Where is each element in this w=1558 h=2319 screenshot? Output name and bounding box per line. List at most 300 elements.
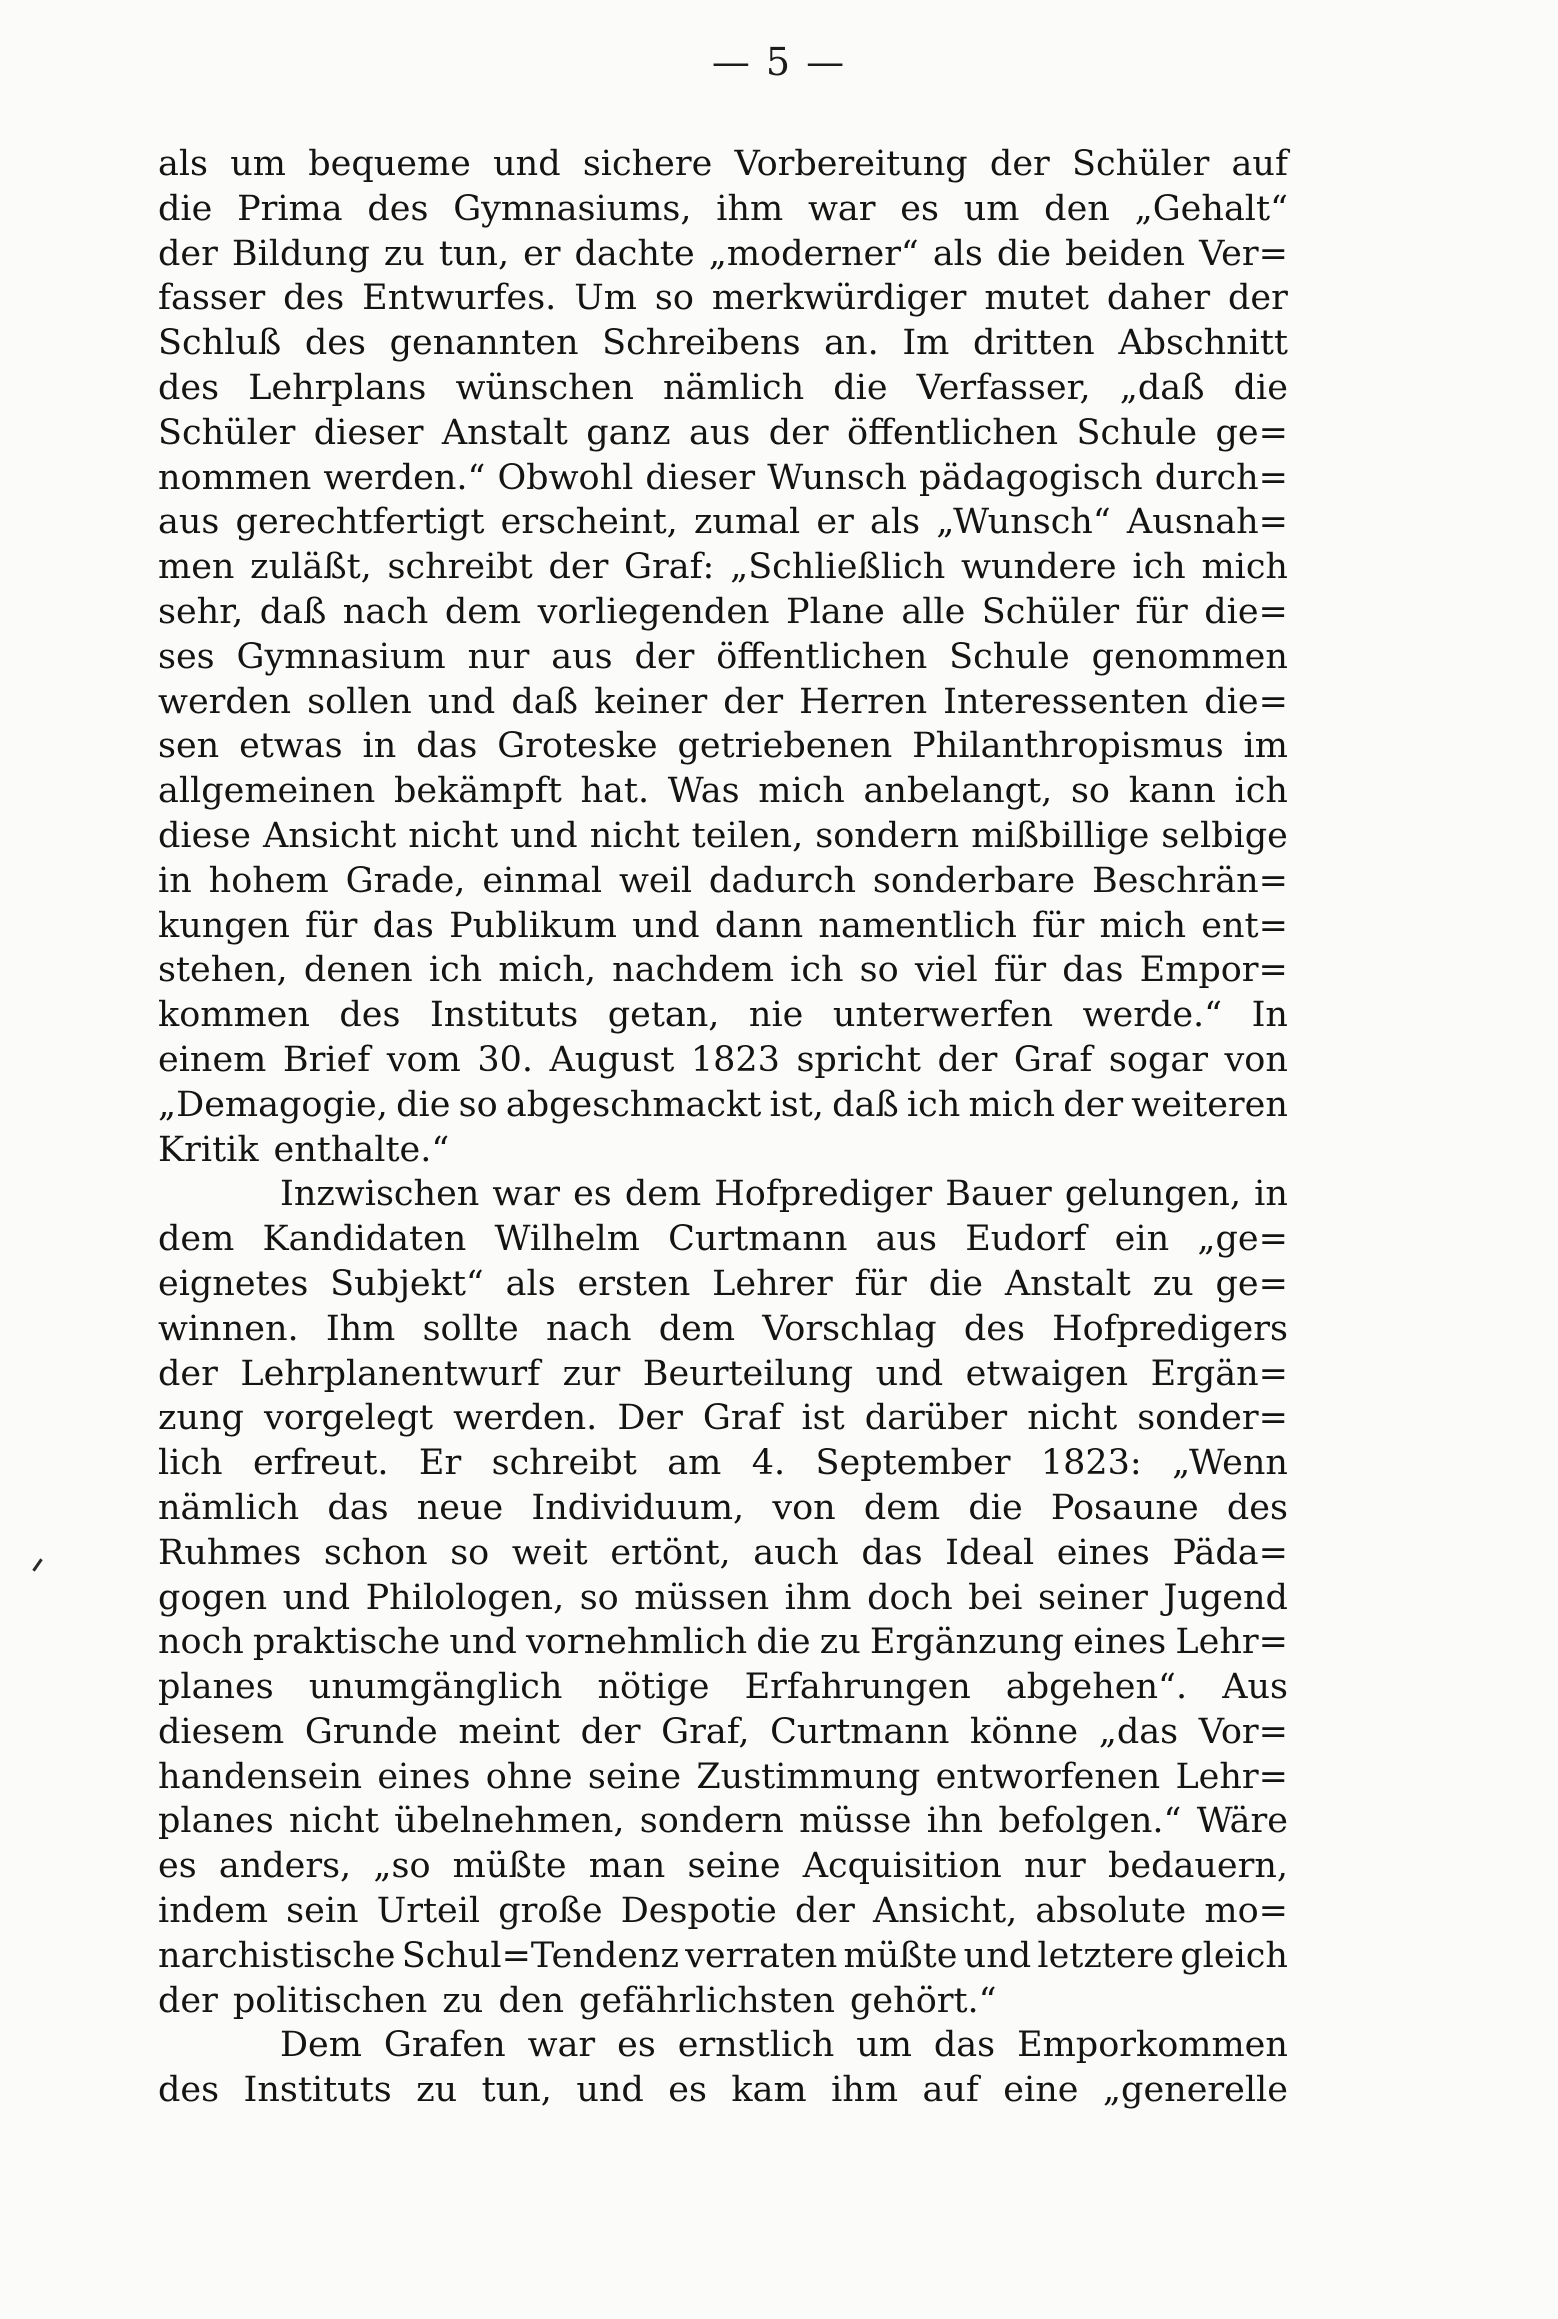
word: absolute (1035, 1891, 1187, 1932)
word: ihm (784, 1577, 852, 1618)
text-line (158, 321, 1288, 366)
word: das (327, 1487, 389, 1528)
word: in (1254, 1174, 1288, 1215)
word: sen (158, 726, 220, 767)
word: diesem (158, 1711, 285, 1752)
word: daher (1106, 278, 1211, 319)
word: nämlich (158, 1487, 300, 1528)
word: aus (551, 636, 613, 677)
word: Der (617, 1398, 683, 1439)
word: seine (687, 1846, 781, 1887)
word: Grade, (345, 860, 466, 901)
text-line (158, 1396, 1288, 1441)
word: Schule (949, 636, 1070, 677)
word: nicht (289, 1801, 379, 1842)
word: dachte (574, 233, 695, 274)
word: einmal (482, 860, 603, 901)
word: ich (790, 950, 844, 991)
word: abgeschmackt (505, 1084, 762, 1125)
word: mich (1099, 905, 1187, 946)
word: weil (618, 860, 693, 901)
word: „Gehalt“ (1134, 188, 1288, 229)
word: mich, (498, 950, 597, 991)
word: Erfahrungen (744, 1667, 971, 1708)
word: schreibt (491, 1443, 637, 1484)
word: aus (875, 1219, 937, 1260)
word: handensein (158, 1756, 363, 1797)
word: nach (545, 1308, 632, 1349)
word: daß (259, 591, 327, 632)
word: doch (867, 1577, 953, 1618)
word: Emporkommen (1017, 2025, 1288, 2066)
word: verraten (685, 1935, 838, 1976)
word: als (932, 233, 983, 274)
text-line (158, 1889, 1288, 1934)
text-line (158, 366, 1288, 411)
text-line (158, 1531, 1288, 1576)
word: 1823: (1040, 1443, 1142, 1484)
word: praktische (252, 1622, 441, 1663)
word: eignetes (158, 1263, 309, 1304)
word: kann (1128, 771, 1216, 812)
word: Zustimmung (696, 1756, 921, 1797)
word: Graf (702, 1398, 782, 1439)
word: seine (587, 1756, 682, 1797)
word: zuläßt, (250, 547, 372, 588)
word: „generelle (1102, 2070, 1288, 2111)
word: von (772, 1487, 836, 1528)
word: bequeme (308, 144, 471, 184)
word: für (1032, 905, 1085, 946)
word: kommen (158, 995, 310, 1036)
word: für (1135, 591, 1188, 632)
word: weiteren (1131, 1084, 1288, 1125)
word: des (1226, 1487, 1288, 1528)
word: sollte (422, 1308, 519, 1349)
word: der (1063, 1084, 1124, 1125)
word: werden (158, 681, 292, 722)
word: Plane (786, 591, 885, 632)
word: gehört.“ (850, 1980, 997, 2021)
word: ist, (769, 1084, 824, 1125)
word: müßte (843, 1935, 958, 1976)
text-line (158, 904, 1288, 949)
word: neue (416, 1487, 504, 1528)
word: spricht (796, 1039, 921, 1080)
word: sein (286, 1891, 359, 1932)
word: und (510, 815, 578, 856)
word: das (933, 2025, 996, 2066)
word: die (996, 233, 1052, 274)
word: Lehrplans (248, 367, 427, 408)
word: dieser (645, 457, 756, 498)
word: anbelangt, (863, 771, 1053, 812)
word: etwaigen (965, 1353, 1129, 1394)
word: werden. (453, 1398, 598, 1439)
word: seiner (1037, 1577, 1148, 1618)
word: Grunde (304, 1711, 438, 1752)
word: war (527, 2025, 596, 2066)
word: selbige (1161, 815, 1288, 856)
word: als (870, 502, 921, 543)
word: Wäre (1196, 1801, 1288, 1842)
word: auch (753, 1532, 839, 1573)
word: indem (158, 1891, 269, 1932)
word: so (458, 1084, 498, 1125)
text-line (158, 993, 1288, 1038)
word: zu (1152, 1263, 1194, 1304)
word: müsse (799, 1801, 912, 1842)
word: zu (819, 1622, 861, 1663)
word: des (339, 995, 401, 1036)
word: ich (906, 1084, 961, 1125)
word: die= (1204, 591, 1288, 632)
word: Schule (1076, 412, 1198, 453)
word: auf (1231, 144, 1288, 184)
word: so (1070, 771, 1110, 812)
word: Vorbereitung (734, 144, 968, 184)
word: Curtmann (668, 1219, 848, 1260)
word: Schreibens (602, 323, 801, 364)
word: getriebenen (677, 726, 893, 767)
word: den (498, 1980, 564, 2021)
word: Päda= (1172, 1532, 1288, 1573)
text-line (158, 1486, 1288, 1531)
word: sichere (582, 144, 713, 184)
word: 1823 (690, 1039, 780, 1080)
word: ent= (1201, 905, 1288, 946)
word: zu (383, 233, 425, 274)
word: von (1224, 1039, 1288, 1080)
word: und (576, 2070, 644, 2111)
word: nach (342, 591, 429, 632)
word: der (937, 1039, 998, 1080)
word: der (795, 1891, 855, 1932)
word: gleich (1180, 1935, 1288, 1976)
word: Prima (237, 188, 343, 229)
word: nachdem (612, 950, 775, 991)
text-line (158, 1352, 1288, 1397)
word: die (158, 188, 213, 229)
word: die (756, 1622, 811, 1663)
word: dieser (313, 412, 424, 453)
word: um (856, 2025, 912, 2066)
word: genannten (389, 323, 579, 364)
word: und (493, 144, 561, 184)
word: tun, (481, 2070, 552, 2111)
word: vorliegenden (537, 591, 770, 632)
word: sondern (639, 1801, 784, 1842)
word: dem (624, 1174, 702, 1215)
word: In (1251, 995, 1288, 1036)
word: hohem (208, 860, 329, 901)
word: mo= (1204, 1891, 1288, 1932)
word: Empor= (1139, 950, 1288, 991)
text-line (158, 1979, 1288, 2024)
text-line (158, 1128, 1288, 1173)
word: Hofprediger (714, 1174, 933, 1215)
word: so (859, 950, 899, 991)
word: könne (970, 1711, 1079, 1752)
word: Brief (282, 1039, 371, 1080)
word: für (305, 905, 358, 946)
word: allgemeinen (158, 771, 376, 812)
word: der (1228, 278, 1288, 319)
word: in (362, 726, 397, 767)
word: „Wunsch“ (936, 502, 1111, 543)
word: dritten (972, 323, 1095, 364)
word: aus (688, 412, 751, 453)
word: Graf (1013, 1039, 1093, 1080)
word: große (498, 1891, 603, 1932)
word: zu (416, 2070, 458, 2111)
word: nicht (589, 815, 680, 856)
word: Anstalt (1004, 1263, 1131, 1304)
word: durch= (1154, 457, 1288, 498)
word: Obwohl (497, 457, 634, 498)
word: August (549, 1039, 675, 1080)
word: ge= (1215, 412, 1288, 453)
word: des (158, 2070, 220, 2111)
word: es (617, 2025, 656, 2066)
word: Ruhmes (158, 1532, 302, 1573)
word: und (449, 1622, 517, 1663)
word: öffentlichen (847, 412, 1059, 453)
text-line (158, 232, 1288, 277)
word: planes (158, 1801, 274, 1842)
word: nämlich (662, 367, 805, 408)
word: ertönt, (610, 1532, 731, 1573)
word: keiner (594, 681, 708, 722)
word: Philologen, (365, 1577, 565, 1618)
word: alle (901, 591, 966, 632)
word: gelungen, (1064, 1174, 1242, 1215)
word: „Wenn (1172, 1443, 1288, 1484)
word: Curtmann (770, 1711, 950, 1752)
word: sehr, (158, 591, 244, 632)
word: es (668, 2070, 707, 2111)
word: ich (428, 950, 483, 991)
text-line (158, 1620, 1288, 1665)
word: so (579, 1577, 619, 1618)
word: die (1233, 367, 1288, 408)
word: das (372, 905, 434, 946)
word: viel (914, 950, 978, 991)
word: der (989, 144, 1050, 184)
word: ihm (831, 2070, 899, 2111)
word: werden.“ (323, 457, 486, 498)
word: übelnehmen, (394, 1801, 625, 1842)
word: mich (758, 771, 845, 812)
word: die (968, 1487, 1023, 1528)
word: Vor= (1198, 1711, 1288, 1752)
word: Posaune (1050, 1487, 1199, 1528)
word: „Demagogie, (158, 1084, 388, 1125)
word: nötige (597, 1667, 710, 1708)
word: politischen (232, 1980, 428, 2021)
text-line (158, 187, 1288, 232)
word: nie (748, 995, 804, 1036)
word: des (963, 1308, 1025, 1349)
word: des (158, 367, 220, 408)
word: ernstlich (677, 2025, 835, 2066)
word: etwas (239, 726, 343, 767)
word: lich (158, 1443, 223, 1484)
word: Ergän= (1150, 1353, 1288, 1394)
word: aus (158, 502, 220, 543)
word: bei (968, 1577, 1023, 1618)
word: Despotie (620, 1891, 777, 1932)
word: zur (562, 1353, 621, 1394)
word: um (230, 144, 286, 184)
word: ihm (716, 188, 784, 229)
word: der (634, 636, 695, 677)
word: dadurch (708, 860, 857, 901)
word: Bauer (945, 1174, 1052, 1215)
word: nur (467, 636, 530, 677)
word: ohne (485, 1756, 573, 1797)
text-line (158, 1755, 1288, 1800)
word: Lehrplanentwurf (240, 1353, 541, 1394)
word: einem (158, 1039, 267, 1080)
text-line (158, 1710, 1288, 1755)
word: dem (863, 1487, 941, 1528)
word: er (816, 502, 854, 543)
word: Im (902, 323, 950, 364)
text-line (158, 411, 1288, 456)
text-line (158, 1934, 1288, 1979)
word: kam (731, 2070, 807, 2111)
text-line (158, 500, 1288, 545)
text-line (158, 1799, 1288, 1844)
word: die (833, 367, 888, 408)
word: Ausnah= (1126, 502, 1288, 543)
word: der (158, 1980, 218, 2021)
word: Schluß (158, 323, 282, 364)
word: narchistische (158, 1935, 396, 1976)
text-line (158, 1262, 1288, 1307)
word: und (282, 1577, 351, 1618)
word: des (283, 278, 345, 319)
word: dem (444, 591, 522, 632)
word: merkwürdiger (711, 278, 967, 319)
word: gogen (158, 1577, 268, 1618)
word: in (158, 860, 192, 901)
word: der (580, 1711, 641, 1752)
word: mich (1201, 547, 1288, 588)
word: es (158, 1846, 197, 1887)
word: daß (511, 681, 579, 722)
word: Schüler (1072, 144, 1210, 184)
word: planes (158, 1667, 274, 1708)
word: Gymnasiums, (453, 188, 692, 229)
word: Lehr= (1175, 1622, 1288, 1663)
word: zu (442, 1980, 484, 2021)
word: Was (667, 771, 740, 812)
word: Acquisition (802, 1846, 1002, 1887)
word: fasser (158, 278, 266, 319)
word: „so (373, 1846, 431, 1887)
word: zumal (693, 502, 801, 543)
word: ich (1234, 771, 1288, 812)
text-line (158, 276, 1288, 321)
text-line (158, 1576, 1288, 1621)
word: abgehen“. (1005, 1667, 1188, 1708)
text-line (158, 635, 1288, 680)
word: mißbillige (971, 815, 1150, 856)
text-line (158, 724, 1288, 769)
word: tun, (438, 233, 510, 274)
word: Graf, (661, 1711, 750, 1752)
word: namentlich (818, 905, 1017, 946)
word: Subjekt“ (330, 1263, 484, 1304)
word: beiden (1065, 233, 1186, 274)
word: Ihm (325, 1308, 396, 1349)
text-line (158, 1307, 1288, 1352)
text-line (158, 545, 1288, 590)
word: Ver= (1199, 233, 1288, 274)
word: ersten (577, 1263, 691, 1304)
word: ein (1114, 1219, 1170, 1260)
word: eines (1056, 1532, 1150, 1573)
word: daß (832, 1084, 899, 1125)
word: erfreut. (252, 1443, 389, 1484)
word: eines (1073, 1622, 1167, 1663)
text-line (158, 2023, 1288, 2068)
word: ses (158, 636, 215, 677)
word: unterwerfen (832, 995, 1054, 1036)
word: schreibt (387, 547, 533, 588)
word: und (632, 905, 700, 946)
word: ihn (926, 1801, 984, 1842)
text-line (158, 859, 1288, 904)
word: Wunsch (767, 457, 907, 498)
word: sollen (307, 681, 412, 722)
word: „Schließlich (730, 547, 946, 588)
word: der (158, 1353, 218, 1394)
word: und (875, 1353, 944, 1394)
word: Philanthropismus (912, 726, 1224, 767)
text-line (158, 1083, 1288, 1128)
word: zung (158, 1398, 244, 1439)
word: die= (1204, 681, 1288, 722)
word: Schüler (981, 591, 1120, 632)
word: diese (158, 815, 251, 856)
word: denen (303, 950, 413, 991)
word: öffentlichen (716, 636, 928, 677)
text-line (158, 680, 1288, 725)
word: Beurteilung (642, 1353, 854, 1394)
word: gerechtfertigt (235, 502, 485, 543)
word: pädagogisch (919, 457, 1143, 498)
word: Urteil (376, 1891, 481, 1932)
word: vornehmlich (526, 1622, 748, 1663)
word: der (548, 547, 609, 588)
word: kungen (158, 905, 290, 946)
word: dann (714, 905, 804, 946)
word: Groteske (497, 726, 658, 767)
word: Entwurfes. (362, 278, 557, 319)
word: Ideal (945, 1532, 1035, 1573)
word: Herren (799, 681, 928, 722)
word: müssen (634, 1577, 770, 1618)
word: entworfenen (935, 1756, 1161, 1797)
word: weit (511, 1532, 588, 1573)
word: nur (1023, 1846, 1086, 1887)
word: bedauern, (1107, 1846, 1288, 1887)
word: als (505, 1263, 556, 1304)
word: „ge= (1197, 1219, 1288, 1260)
